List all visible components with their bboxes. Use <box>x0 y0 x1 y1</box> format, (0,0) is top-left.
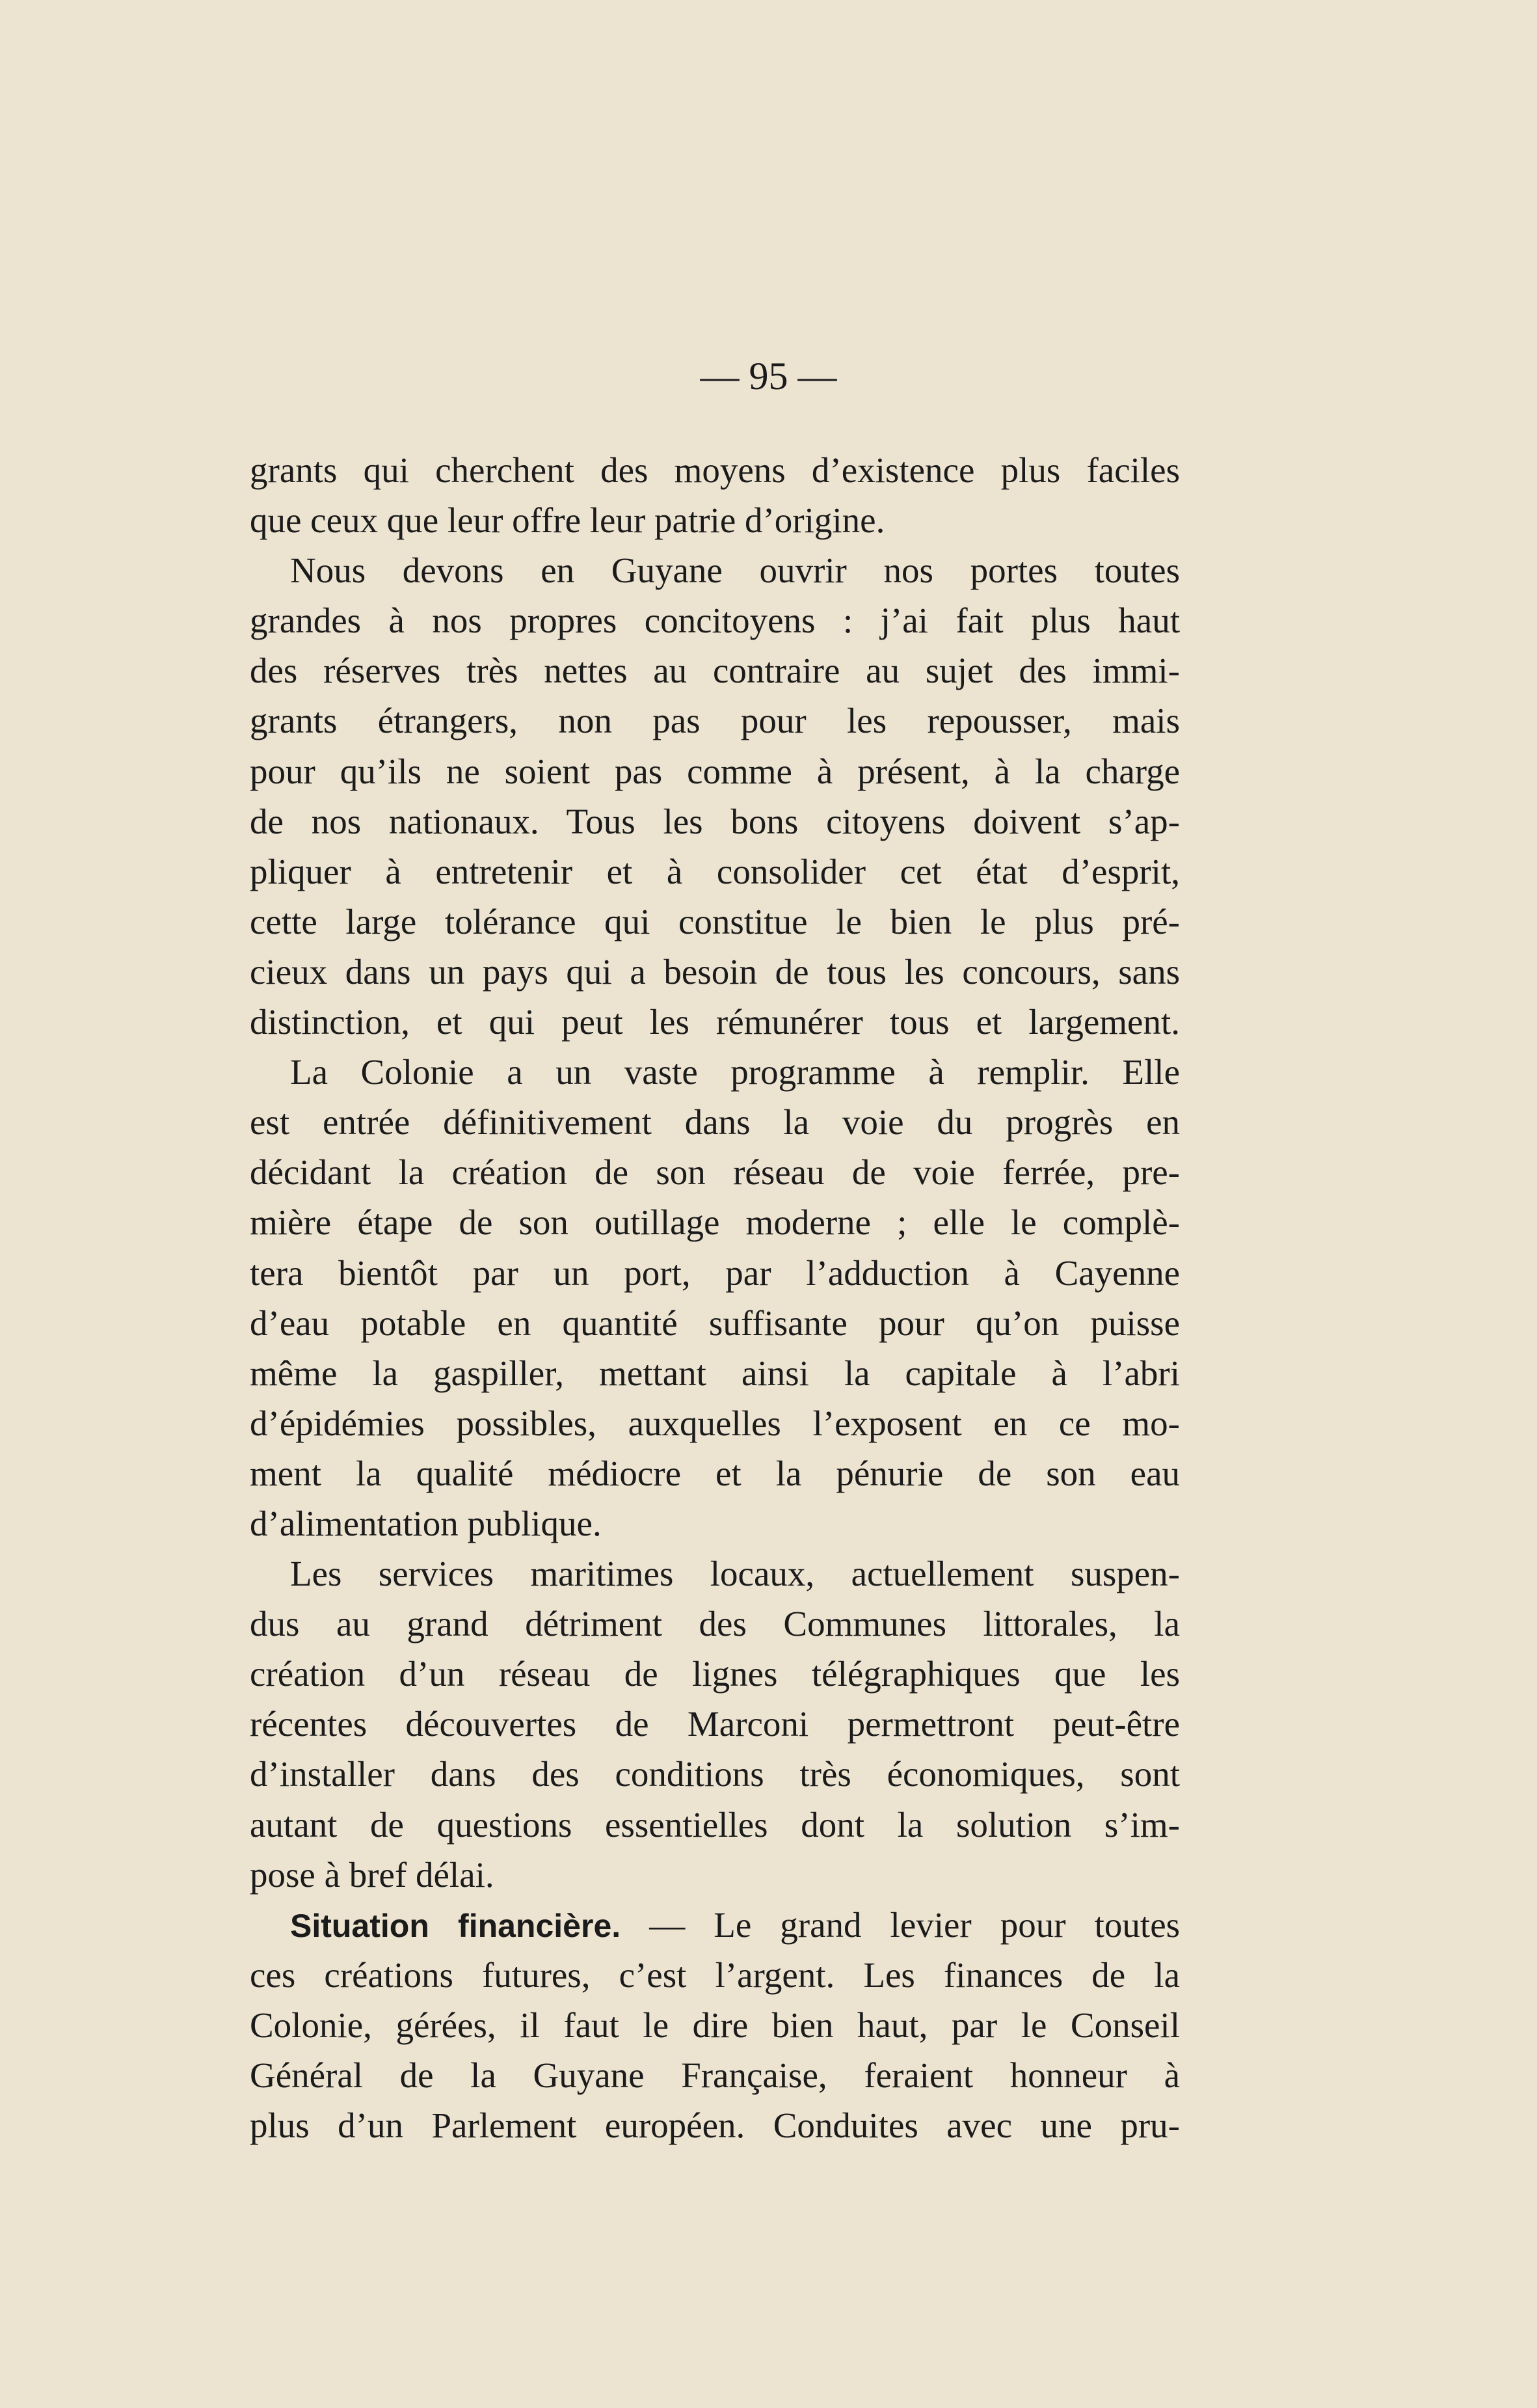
text-line: d’eau potable en quantité suffisante pour qu’on puisse <box>250 1303 1180 1343</box>
text-line: ces créations futures, c’est l’argent. Les finances de la <box>250 1955 1180 1995</box>
body-text <box>250 445 1180 2150</box>
text-line: récentes découvertes de Marconi permettront peut-être <box>250 1704 1180 1744</box>
page-number: — 95 — <box>700 355 837 398</box>
text-line: grants étrangers, non pas pour les repousser, mais <box>250 701 1180 741</box>
text-line: pour qu’ils ne soient pas comme à présent, à la charge <box>250 751 1180 791</box>
text-line: plus d’un Parlement européen. Conduites avec une pru- <box>250 2105 1180 2146</box>
text-line-rest: — Le grand levier pour toutes <box>649 1904 1180 1945</box>
text-line: grants qui cherchent des moyens d’existence plus faciles <box>250 450 1180 490</box>
text-line-heading <box>250 1900 1180 1950</box>
text-line: de nos nationaux. Tous les bons citoyens doivent s’ap- <box>250 801 1180 841</box>
text-line: dus au grand détriment des Communes littorales, la <box>250 1604 1180 1644</box>
text-line: autant de questions essentielles dont la solution s’im- <box>250 1804 1180 1845</box>
text-line: pose à bref délai. <box>250 1854 494 1895</box>
text-line: cette large tolérance qui constitue le bien le plus pré- <box>250 901 1180 941</box>
text-line: que ceux que leur offre leur patrie d’origine. <box>250 500 885 541</box>
text-line: cieux dans un pays qui a besoin de tous les concours, sans <box>250 951 1180 992</box>
text-line: pliquer à entretenir et à consolider cet état d’esprit, <box>250 851 1180 891</box>
section-heading: Situation financière. <box>290 1907 621 1944</box>
text-line: mière étape de son outillage moderne ; elle le complè- <box>250 1202 1180 1243</box>
text-line: grandes à nos propres concitoyens : j’ai fait plus haut <box>250 601 1180 641</box>
text-line: même la gaspiller, mettant ainsi la capitale à l’abri <box>250 1353 1180 1393</box>
text-line: Nous devons en Guyane ouvrir nos portes toutes <box>290 550 1180 591</box>
text-line: est entrée définitivement dans la voie du progrès en <box>250 1102 1180 1143</box>
text-line: Général de la Guyane Française, feraient honneur à <box>250 2055 1180 2095</box>
text-line: ment la qualité médiocre et la pénurie de son eau <box>250 1453 1180 1493</box>
text-line: tera bientôt par un port, par l’adduction à Cayenne <box>250 1252 1180 1293</box>
text-line: création d’un réseau de lignes télégraphiques que les <box>250 1654 1180 1694</box>
text-line: d’installer dans des conditions très économiques, sont <box>250 1754 1180 1794</box>
text-line: La Colonie a un vaste programme à remplir. Elle <box>290 1052 1180 1092</box>
text-line: Colonie, gérées, il faut le dire bien haut, par le Conseil <box>250 2005 1180 2045</box>
text-line: distinction, et qui peut les rémunérer tous et largement. <box>250 1002 1180 1042</box>
text-line: Les services maritimes locaux, actuellement suspen- <box>290 1554 1180 1594</box>
text-line: d’alimentation publique. <box>250 1503 602 1543</box>
text-line: d’épidémies possibles, auxquelles l’exposent en ce mo- <box>250 1403 1180 1443</box>
text-line: des réserves très nettes au contraire au sujet des immi- <box>250 651 1180 691</box>
text-line: décidant la création de son réseau de voie ferrée, pre- <box>250 1152 1180 1193</box>
